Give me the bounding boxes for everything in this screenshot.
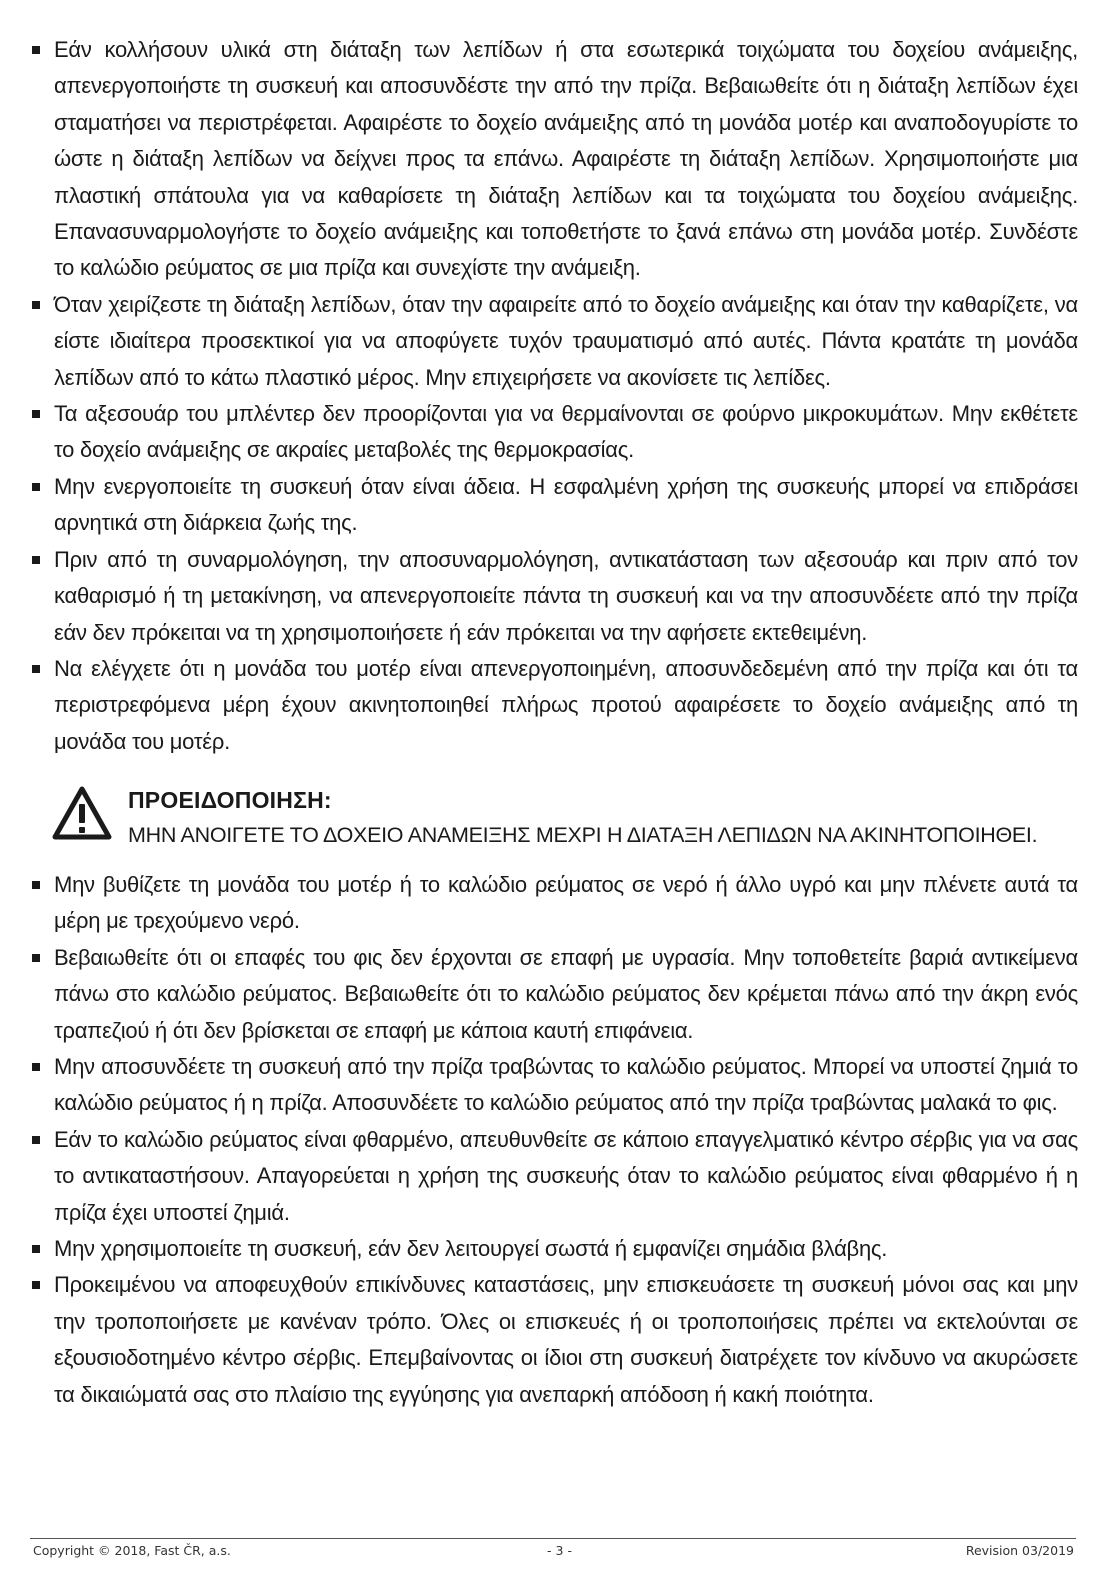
list-item-text: Βεβαιωθείτε ότι οι επαφές του φις δεν έρχονται σε επαφή με υγρασία. Μην τοποθετείτε βαριά αντικείμενα πάνω στο καλώδιο ρεύματος. Βεβαιωθείτε ότι το καλώδιο ρεύματος δεν κρέμεται πάνω από την άκρη ενός τραπεζιού ή ότι δεν βρίσκεται σε επαφή με κάποια καυτή επιφάνεια. — [54, 944, 1078, 1043]
warning-box — [52, 783, 1072, 855]
safety-list-top — [32, 32, 1078, 760]
list-item-text: Προκειμένου να αποφευχθούν επικίνδυνες καταστάσεις, μην επισκευάσετε τη συσκευή μόνοι σας και μην την τροποποιήσετε με κανέναν τρόπο. Όλες οι επισκευές ή οι τροποποιήσεις πρέπει να εκτελούνται σε εξουσιοδοτημένο κέντρο σέρβις. Επεμβαίνοντας οι ίδιοι στη συσκευή διατρέχετε τον κίνδυνο να ακυρώσετε τα δικαιώματά σας στο πλαίσιο της εγγύησης για ανεπαρκή απόδοση ή κακή ποιότητα. — [54, 1272, 1078, 1407]
footer-page-number: - 3 - — [547, 1543, 572, 1558]
list-item — [32, 867, 1078, 940]
list-item — [32, 287, 1078, 396]
warning-triangle-icon — [52, 786, 112, 840]
footer-divider — [30, 1538, 1076, 1539]
list-item-text: Εάν κολλήσουν υλικά στη διάταξη των λεπίδων ή στα εσωτερικά τοιχώματα του δοχείου ανάμειξης, απενεργοποιήστε τη συσκευή και αποσυνδέστε την από την πρίζα. Βεβαιωθείτε ότι η διάταξη λεπίδων έχει σταματήσει να περιστρέφεται. Αφαιρέστε το δοχείο ανάμειξης από τη μονάδα μοτέρ και αναποδογυρίστε το ώστε η διάταξη λεπίδων να δείχνει προς τα επάνω. Αφαιρέστε τη διάταξη λεπίδων. Χρησιμοποιήστε μια πλαστική σπάτουλα για να καθαρίσετε τη διάταξη λεπίδων και τα τοιχώματα του δοχείου ανάμειξης. Επανασυναρμολογήστε το δοχείο ανάμειξης και τοποθετήστε το ξανά επάνω στη μονάδα μοτέρ. Συνδέστε το καλώδιο ρεύματος σε μια πρίζα και συνεχίστε την ανάμειξη. — [54, 37, 1078, 281]
warning-text: ΜΗΝ ΑΝΟΙΓΕΤΕ ΤΟ ΔΟΧΕΙΟ ΑΝΑΜΕΙΞΗΣ ΜΕΧΡΙ Η ΔΙΑΤΑΞΗ ΛΕΠΙΔΩΝ ΝΑ ΑΚΙΝΗΤΟΠΟΙΗΘΕΙ. — [128, 823, 1038, 847]
list-item — [32, 542, 1078, 651]
warning-title: ΠΡΟΕΙΔΟΠΟΙΗΣΗ: — [128, 787, 332, 813]
list-item-text: Μην βυθίζετε τη μονάδα του μοτέρ ή το καλώδιο ρεύματος σε νερό ή άλλο υγρό και μην πλένετε αυτά τα μέρη με τρεχούμενο νερό. — [54, 872, 1078, 934]
list-item — [32, 32, 1078, 287]
bullet-icon — [32, 1245, 40, 1253]
bullet-icon — [32, 1281, 40, 1289]
list-item — [32, 940, 1078, 1049]
list-item — [32, 469, 1078, 542]
list-item — [32, 1231, 1078, 1267]
bullet-icon — [32, 46, 40, 54]
list-item-text: Πριν από τη συναρμολόγηση, την αποσυναρμολόγηση, αντικατάσταση των αξεσουάρ και πριν από τον καθαρισμό ή τη μετακίνηση, να απενεργοποιείτε πάντα τη συσκευή και να την αποσυνδέετε από την πρίζα εάν δεν πρόκειται να τη χρησιμοποιήσετε ή εάν πρόκειται να την αφήσετε εκτεθειμένη. — [54, 546, 1078, 645]
list-item — [32, 396, 1078, 469]
list-item-text: Να ελέγχετε ότι η μονάδα του μοτέρ είναι απενεργοποιημένη, αποσυνδεδεμένη από την πρίζα και ότι τα περιστρεφόμενα μέρη έχουν ακινητοποιηθεί πλήρως προτού αφαιρέσετε το δοχείο ανάμειξης από τη μονάδα του μοτέρ. — [54, 655, 1078, 754]
list-item — [32, 1049, 1078, 1122]
list-item-text: Μην αποσυνδέετε τη συσκευή από την πρίζα τραβώντας το καλώδιο ρεύματος. Μπορεί να υποστεί ζημιά το καλώδιο ρεύματος ή η πρίζα. Αποσυνδέετε το καλώδιο ρεύματος από την πρίζα τραβώντας μαλακά το φις. — [54, 1054, 1078, 1116]
footer-revision: Revision 03/2019 — [965, 1543, 1074, 1558]
bullet-icon — [32, 1063, 40, 1071]
list-item-text: Όταν χειρίζεστε τη διάταξη λεπίδων, όταν την αφαιρείτε από το δοχείο ανάμειξης και όταν την καθαρίζετε, να είστε ιδιαίτερα προσεκτικοί για να αποφύγετε τυχόν τραυματισμό από αυτές. Πάντα κρατάτε τη μονάδα λεπίδων από το κάτω πλαστικό μέρος. Μην επιχειρήσετε να ακονίσετε τις λεπίδες. — [54, 291, 1078, 390]
bullet-icon — [32, 954, 40, 962]
bullet-icon — [32, 410, 40, 418]
bullet-icon — [32, 1136, 40, 1144]
bullet-icon — [32, 301, 40, 309]
list-item-text: Μην ενεργοποιείτε τη συσκευή όταν είναι άδεια. Η εσφαλμένη χρήση της συσκευής μπορεί να επιδράσει αρνητικά στη διάρκεια ζωής της. — [54, 473, 1078, 536]
bullet-icon — [32, 881, 40, 889]
list-item-text: Μην χρησιμοποιείτε τη συσκευή, εάν δεν λειτουργεί σωστά ή εμφανίζει σημάδια βλάβης. — [54, 1236, 888, 1262]
bullet-icon — [32, 556, 40, 564]
list-item-text: Τα αξεσουάρ του μπλέντερ δεν προορίζονται για να θερμαίνονται σε φούρνο μικροκυμάτων. Μην εκθέτετε το δοχείο ανάμειξης σε ακραίες μεταβολές της θερμοκρασίας. — [54, 401, 1078, 463]
list-item — [32, 1267, 1078, 1413]
bullet-icon — [32, 665, 40, 673]
list-item-text: Εάν το καλώδιο ρεύματος είναι φθαρμένο, απευθυνθείτε σε κάποιο επαγγελματικό κέντρο σέρβις για να σας το αντικαταστήσουν. Απαγορεύεται η χρήση της συσκευής όταν το καλώδιο ρεύματος είναι φθαρμένο ή η πρίζα έχει υποστεί ζημιά. — [54, 1126, 1078, 1225]
safety-list-bottom — [32, 867, 1078, 1413]
list-item — [32, 1122, 1078, 1231]
footer-copyright: Copyright © 2018, Fast ČR, a.s. — [33, 1543, 231, 1558]
bullet-icon — [32, 483, 40, 491]
list-item — [32, 651, 1078, 760]
